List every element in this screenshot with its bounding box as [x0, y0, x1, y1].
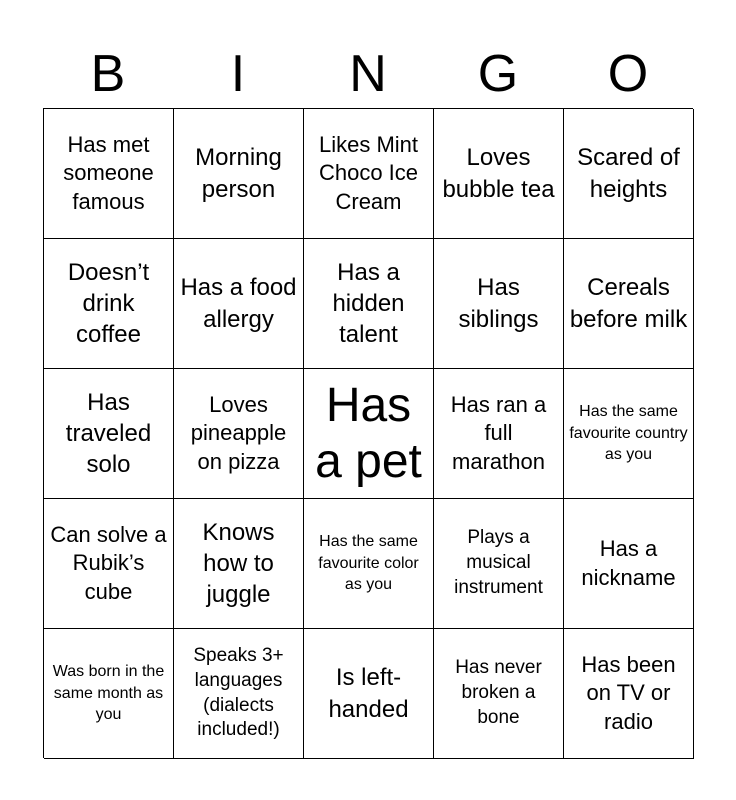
cell-text: Is left-handed	[328, 664, 409, 723]
cell-text: Loves bubble tea	[442, 144, 555, 203]
cell-text: Has a food allergy	[180, 274, 297, 333]
cell-text: Has a nickname	[581, 535, 676, 590]
bingo-cell	[434, 109, 564, 239]
bingo-cell	[434, 499, 564, 629]
header-letter-b: B	[90, 45, 126, 103]
header-letter-o: O	[607, 45, 649, 103]
bingo-cell	[44, 499, 174, 629]
cell-text: Scared of heights	[577, 144, 680, 203]
cell-text: Has ran a full marathon	[450, 391, 547, 474]
cell-text: Has the same favourite country as you	[569, 403, 688, 464]
cell-text: Has met someone famous	[63, 131, 154, 214]
bingo-cell	[564, 629, 694, 759]
free-space-cell	[304, 369, 434, 499]
bingo-cell	[44, 629, 174, 759]
bingo-cell	[174, 239, 304, 369]
cell-text: Knows how to juggle	[202, 518, 275, 609]
cell-text: Plays a musical instrument	[454, 527, 543, 598]
cell-text: Has been on TV or radio	[581, 651, 676, 734]
header-letter-i: I	[230, 45, 246, 103]
bingo-cell	[564, 499, 694, 629]
cell-text: Has a pet	[315, 379, 422, 488]
cell-text: Has a hidden talent	[332, 258, 405, 349]
cell-text: Has traveled solo	[65, 388, 152, 479]
bingo-board	[43, 108, 693, 758]
bingo-cell	[174, 109, 304, 239]
bingo-cell	[44, 369, 174, 499]
cell-text: Can solve a Rubik’s cube	[50, 521, 167, 604]
bingo-cell	[174, 499, 304, 629]
bingo-cell	[44, 239, 174, 369]
bingo-cell	[434, 369, 564, 499]
bingo-cell	[304, 109, 434, 239]
bingo-cell	[434, 239, 564, 369]
bingo-cell	[304, 499, 434, 629]
cell-text: Was born in the same month as you	[52, 663, 165, 724]
cell-text: Loves pineapple on pizza	[190, 391, 287, 474]
cell-text: Likes Mint Choco Ice Cream	[318, 131, 419, 214]
bingo-cell	[434, 629, 564, 759]
header-letter-g: G	[477, 45, 519, 103]
cell-text: Doesn’t drink coffee	[67, 258, 150, 349]
bingo-header	[43, 40, 693, 108]
header-letter-n: N	[349, 45, 387, 103]
cell-text: Speaks 3+ languages (dialects included!)	[193, 645, 284, 741]
bingo-cell	[44, 109, 174, 239]
bingo-cell	[564, 109, 694, 239]
bingo-cell	[304, 239, 434, 369]
bingo-cell	[174, 629, 304, 759]
bingo-cell	[304, 629, 434, 759]
cell-text: Has siblings	[458, 274, 539, 333]
bingo-cell	[564, 239, 694, 369]
cell-text: Cereals before milk	[569, 274, 688, 333]
bingo-cell	[564, 369, 694, 499]
bingo-cell	[174, 369, 304, 499]
cell-text: Morning person	[195, 144, 282, 203]
cell-text: Has never broken a bone	[455, 657, 542, 728]
cell-text: Has the same favourite color as you	[318, 533, 419, 594]
